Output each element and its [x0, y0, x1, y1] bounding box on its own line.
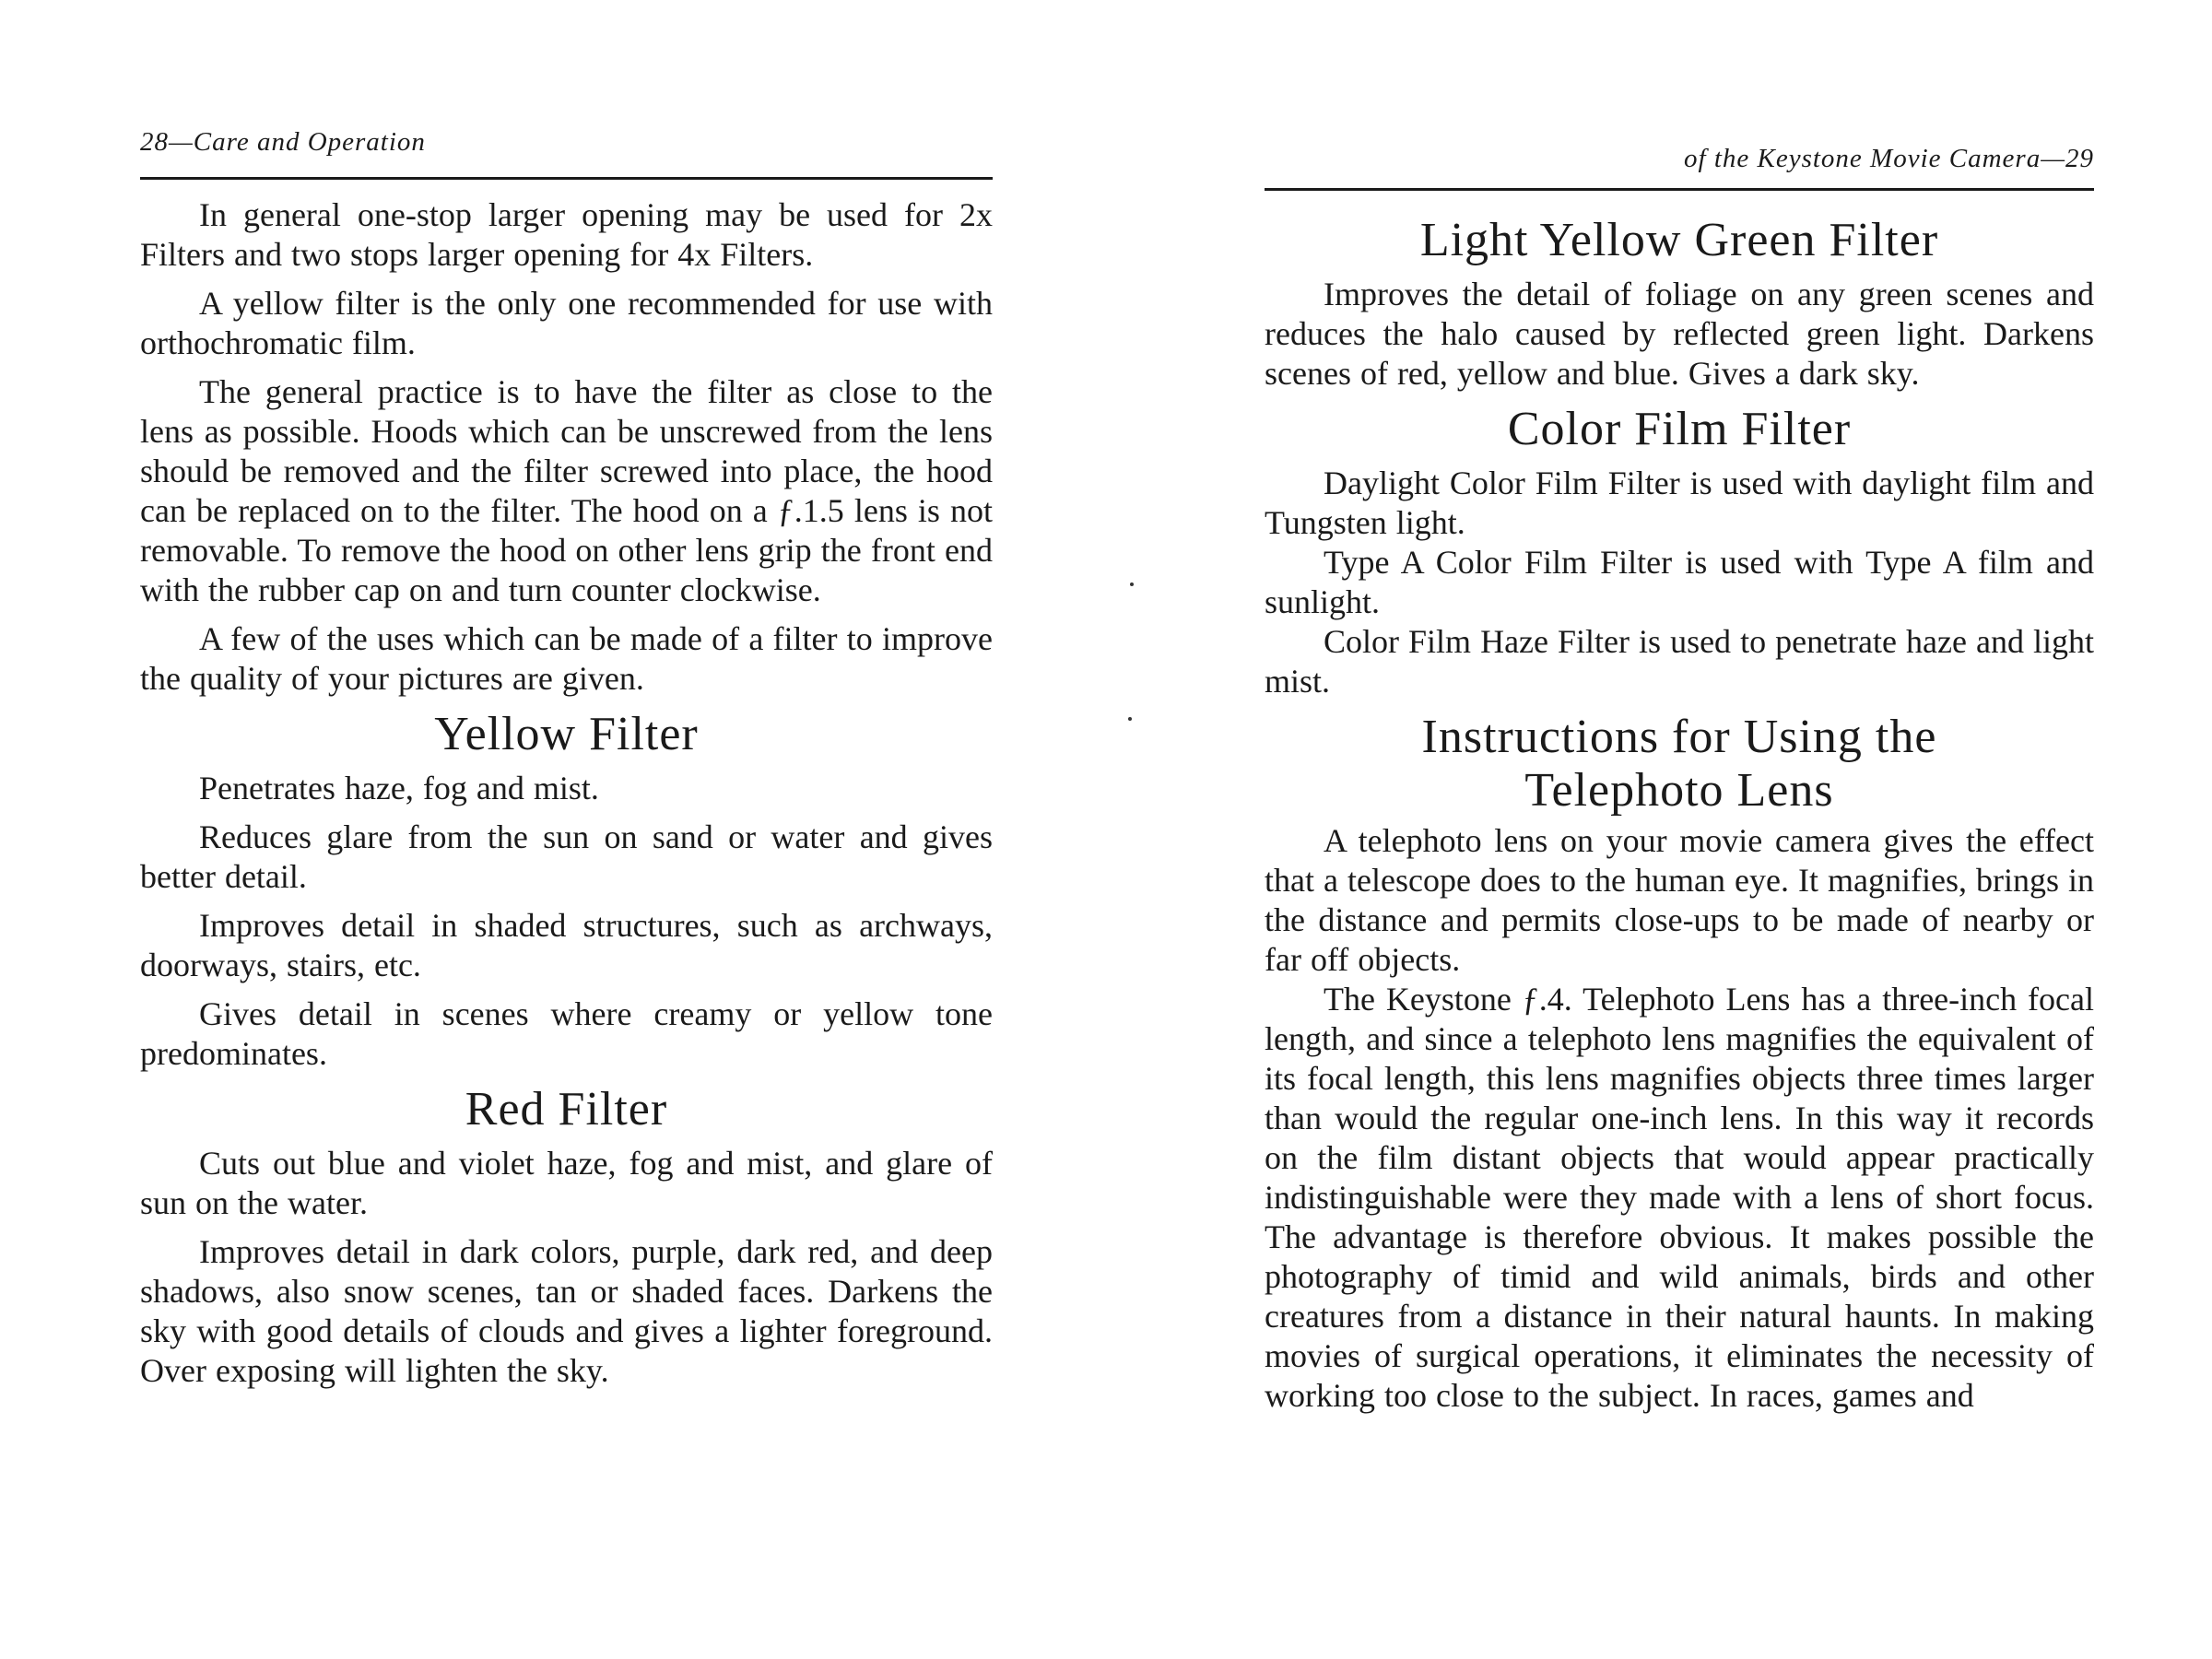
paragraph: Gives detail in scenes where creamy or yellow tone predominates.: [140, 995, 993, 1072]
paragraph: The general practice is to have the filter as close to the lens as possible. Hoods which can be unscrewed from the lens should be removed and the filter screwed into place, the hood can be replaced on to the filter. The hood on a ƒ.1.5 lens is not removable. To remove the hood on other lens grip the front end with the rubber cap on and turn counter clockwise.: [140, 373, 993, 608]
paragraph: Improves detail in shaded structures, such as archways, doorways, stairs, etc.: [140, 907, 993, 983]
page-speck: [1128, 717, 1132, 721]
left-page: [140, 0, 993, 1659]
paragraph: In general one-stop larger opening may be used for 2x Filters and two stops larger opening for 4x Filters.: [140, 196, 993, 273]
paragraph: Type A Color Film Filter is used with Type A film and sunlight.: [1265, 544, 2094, 620]
paragraph: A telephoto lens on your movie camera gives the effect that a telescope does to the human eye. It magnifies, brings in the distance and permits close-ups to be made of nearby or far off objects.: [1265, 822, 2094, 978]
paragraph: Daylight Color Film Filter is used with daylight film and Tungsten light.: [1265, 465, 2094, 541]
paragraph: A few of the uses which can be made of a filter to improve the quality of your pictures are given.: [140, 620, 993, 697]
running-head-right: of the Keystone Movie Camera—29: [1684, 144, 2094, 173]
section-heading-light-yellow-green-filter: Light Yellow Green Filter: [1419, 214, 1939, 266]
left-page-content: [140, 195, 993, 1391]
heading-line: Instructions for Using the: [1421, 711, 1937, 763]
heading-line: Telephoto Lens: [1524, 764, 1834, 817]
header-rule-left: [140, 177, 993, 180]
paragraph: Cuts out blue and violet haze, fog and mist, and glare of sun on the water.: [140, 1145, 993, 1221]
section-heading-red-filter: Red Filter: [465, 1083, 668, 1135]
paragraph: Penetrates haze, fog and mist.: [199, 770, 599, 806]
paragraph: Reduces glare from the sun on sand or water and gives better detail.: [140, 818, 993, 895]
section-heading-yellow-filter: Yellow Filter: [434, 708, 699, 760]
paragraph: Improves the detail of foliage on any green scenes and reduces the halo caused by reflected green light. Darkens scenes of red, yellow and blue. Gives a dark sky.: [1265, 276, 2094, 392]
paragraph: Color Film Haze Filter is used to penetrate haze and light mist.: [1265, 623, 2094, 700]
section-heading-telephoto: [1265, 711, 2094, 818]
paragraph: The Keystone ƒ.4. Telephoto Lens has a three-inch focal length, and since a telephoto lens magnifies the equivalent of its focal length, this lens magnifies objects three times larger than would the regular one-inch lens. In this way it records on the film distant objects that would appear practically indistinguishable were they made with a lens of short focus. The advantage is therefore obvious. It makes possible the photography of timid and wild animals, birds and other creatures from a distance in their natural haunts. In making movies of surgical operations, it eliminates the necessity of working too close to the subject. In races, games and: [1265, 981, 2094, 1414]
right-page-content: [1265, 208, 2094, 1416]
section-heading-color-film-filter: Color Film Filter: [1507, 403, 1852, 455]
header-rule-right: [1265, 188, 2094, 191]
paragraph: A yellow filter is the only one recommended for use with orthochromatic film.: [140, 285, 993, 361]
right-page: [1265, 0, 2094, 1659]
page-speck: [1130, 582, 1134, 586]
running-head-left: 28—Care and Operation: [140, 127, 426, 157]
paragraph: Improves detail in dark colors, purple, dark red, and deep shadows, also snow scenes, tan or shaded faces. Darkens the sky with good details of clouds and gives a lighter foreground. Over exposing will lighten the sky.: [140, 1233, 993, 1389]
